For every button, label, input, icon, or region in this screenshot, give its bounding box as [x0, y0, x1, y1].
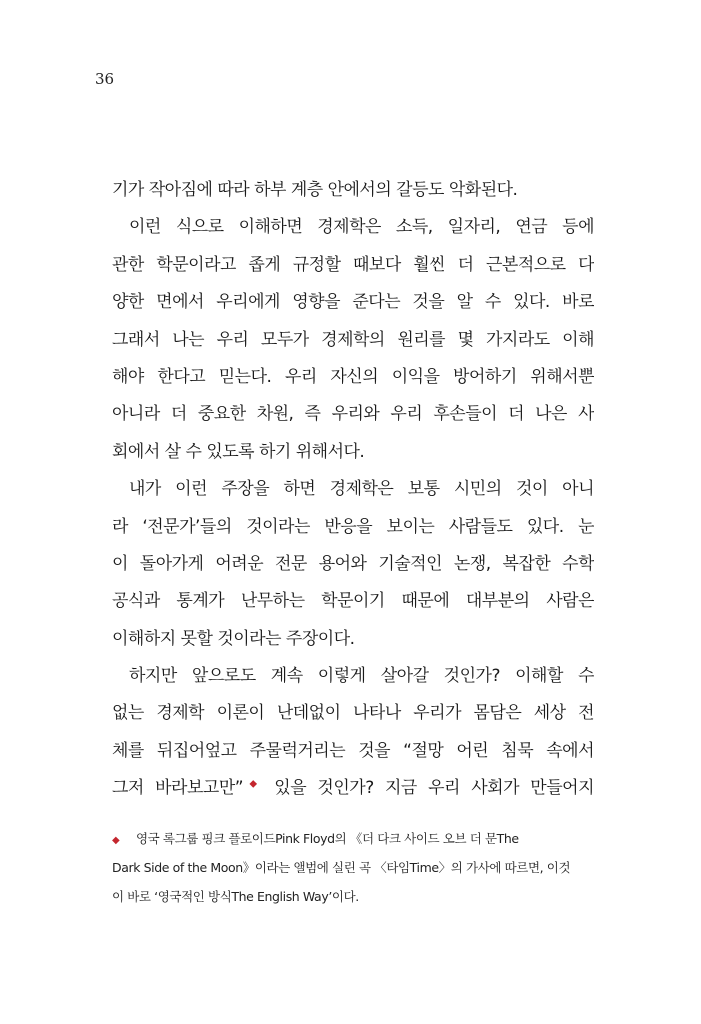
body-line: 해야 한다고 믿는다. 우리 자신의 이익을 방어하기 위해서뿐: [112, 366, 594, 387]
body-line: 양한 면에서 우리에게 영향을 준다는 것을 알 수 있다. 바로: [112, 292, 594, 313]
body-line: 회에서 살 수 있도록 하기 위해서다.: [112, 441, 365, 462]
body-line: 없는 경제학 이론이 난데없이 나타나 우리가 몸담은 세상 전: [112, 703, 594, 724]
body-line: 그래서 나는 우리 모두가 경제학의 원리를 몇 가지라도 이해: [112, 329, 594, 350]
body-line: 이 돌아가게 어려운 전문 용어와 기술적인 논쟁, 복잡한 수학: [112, 553, 594, 574]
body-line: 이해하지 못할 것이라는 주장이다.: [112, 628, 355, 649]
footnote-line: Dark Side of the Moon》이라는 앨범에 실린 곡 〈타임Time〉의 가사에 따르면, 이것: [112, 860, 571, 875]
body-text: [112, 172, 594, 808]
body-line: 이런 식으로 이해하면 경제학은 소득, 일자리, 연금 등에: [129, 217, 594, 238]
footnote: [112, 824, 594, 911]
footnote-line: [112, 824, 594, 853]
body-line: 라 ‘전문가’들의 것이라는 반응을 보이는 사람들도 있다. 눈: [112, 516, 594, 537]
body-line: 내가 이런 주장을 하면 경제학은 보통 시민의 것이 아니: [129, 479, 594, 500]
footnote-reference-marker[interactable]: ◆: [243, 778, 263, 790]
body-line: 하지만 앞으로도 계속 이렇게 살아갈 것인가? 이해할 수: [129, 666, 594, 687]
page-number: 36: [95, 70, 115, 88]
body-line: 아니라 더 중요한 차원, 즉 우리와 우리 후손들이 더 나은 사: [112, 404, 594, 425]
body-line: 기가 작아짐에 따라 하부 계층 안에서의 갈등도 악화된다.: [112, 180, 518, 200]
footnote-line: 이 바로 ‘영국적인 방식The English Way’이다.: [112, 889, 359, 904]
body-line: 관한 학문이라고 좁게 규정할 때보다 훨씬 더 근본적으로 다: [112, 254, 594, 275]
body-line: 공식과 통계가 난무하는 학문이기 때문에 대부분의 사람은: [112, 591, 594, 612]
body-line-with-footnote: [112, 770, 594, 807]
footnote-diamond-icon: ◆: [112, 835, 120, 846]
body-line: 체를 뒤집어엎고 주물럭거리는 것을 “절망 어린 침묵 속에서: [112, 740, 594, 761]
footnote-text: 영국 록그룹 핑크 플로이드Pink Floyd의 《더 다크 사이드 오브 더 문The: [136, 831, 519, 846]
body-line-suffix: 있을 것인가? 지금 우리 사회가 만들어지: [274, 778, 594, 799]
body-line-prefix: 그저 바라보고만”: [112, 778, 244, 799]
